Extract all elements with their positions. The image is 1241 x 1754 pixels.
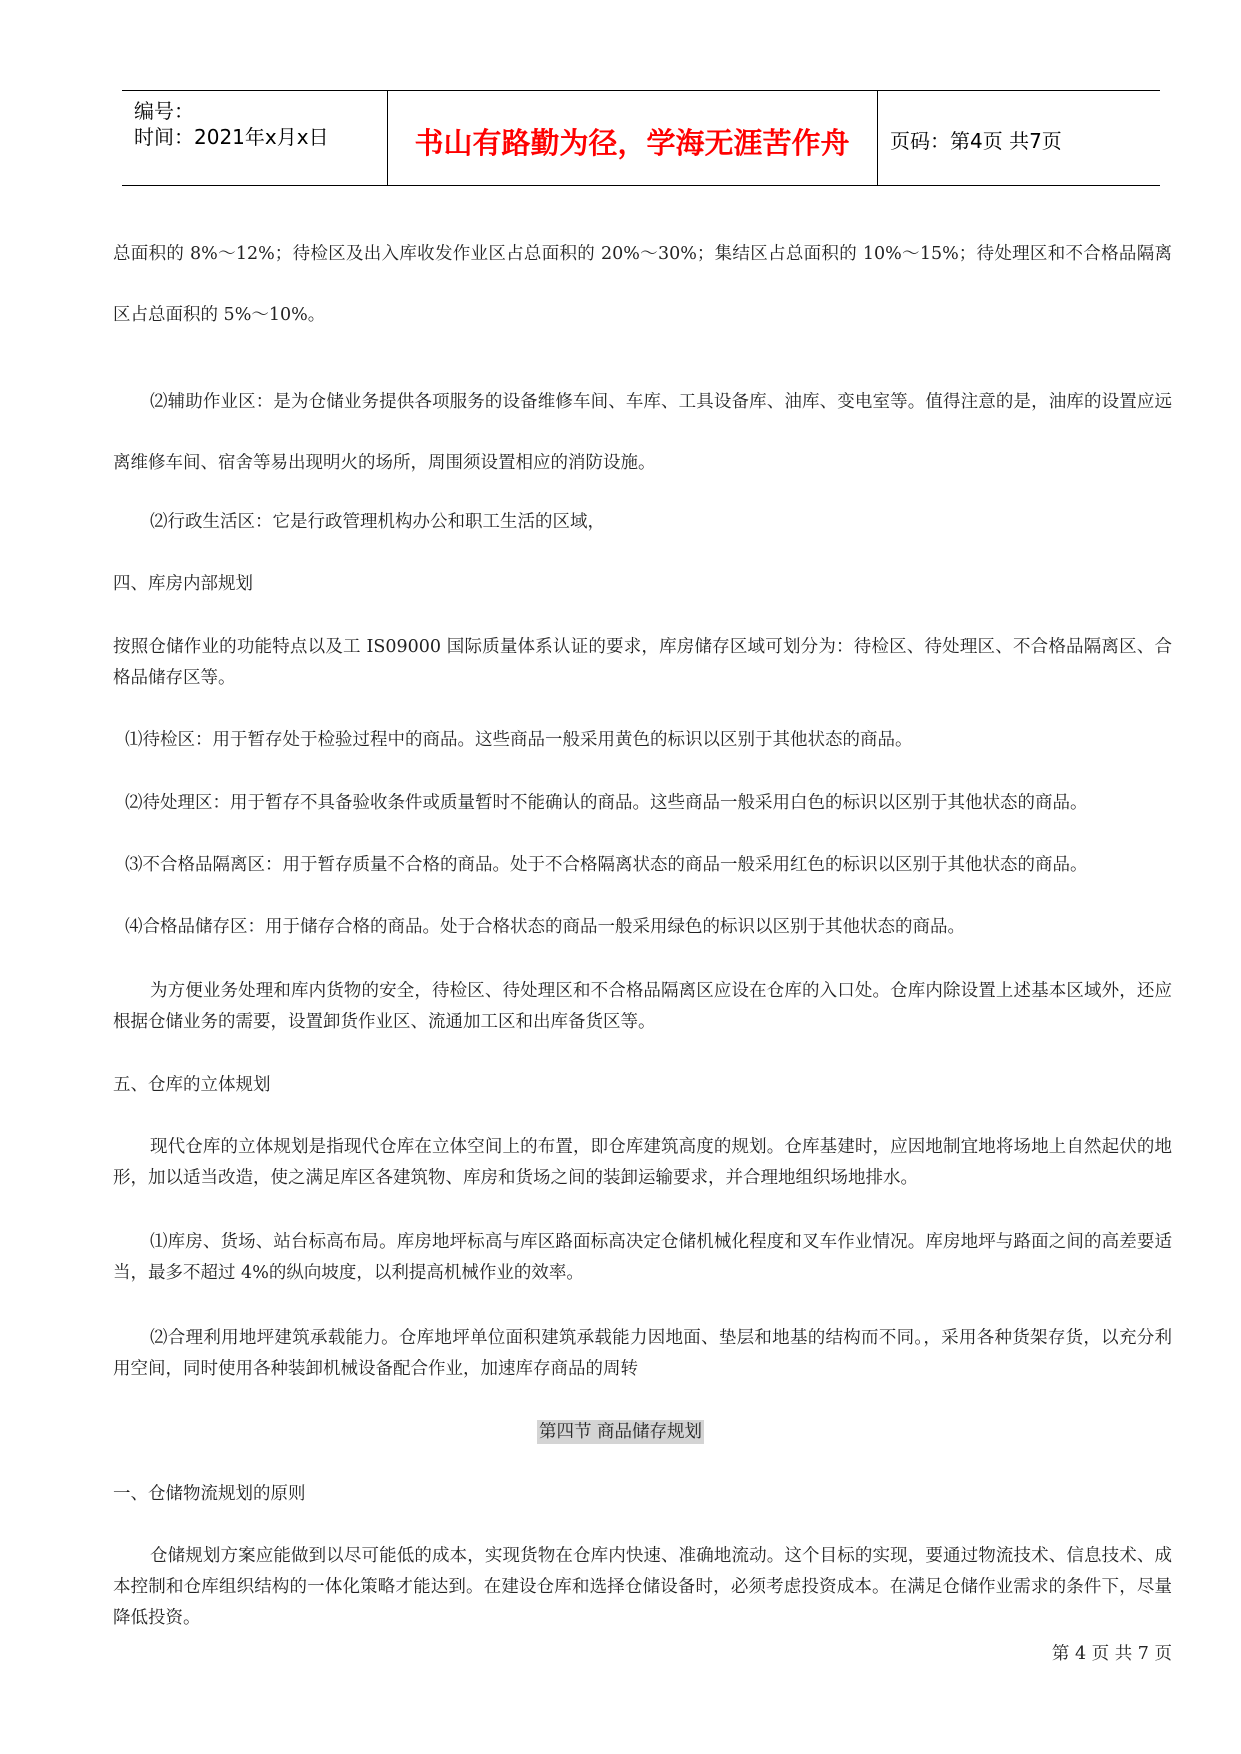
paragraph: ⑵行政生活区：它是行政管理机构办公和职工生活的区域， bbox=[150, 512, 605, 532]
header-divider bbox=[877, 91, 878, 185]
paragraph: 为方便业务处理和库内货物的安全，待检区、待处理区和不合格品隔离区应设在仓库的入口处。仓库内除设置上述基本区域外，还应根据仓储业务的需要，设置卸货作业区、流通加工区和出库备货区等。 bbox=[113, 981, 1172, 1032]
section-title-text: 第四节 商品储存规划 bbox=[538, 1422, 703, 1442]
number-label: 编号： bbox=[134, 99, 194, 123]
paragraph: 按照仓储作业的功能特点以及工 IS09000 国际质量体系认证的要求，库房储存区域可划分为：待检区、待处理区、不合格品隔离区、合格品储存区等。 bbox=[113, 637, 1172, 688]
paragraph: 仓储规划方案应能做到以尽可能低的成本，实现货物在仓库内快速、准确地流动。这个目标的实现，要通过物流技术、信息技术、成本控制和仓库组织结构的一体化策略才能达到。在建设仓库和选择仓储设备时，必须考虑投资成本。在满足仓储作业需求的条件下，尽量降低投资。 bbox=[113, 1546, 1172, 1628]
header-motto: 书山有路勤为径，学海无涯苦作舟 bbox=[414, 126, 850, 160]
paragraph: ⑵辅助作业区：是为仓储业务提供各项服务的设备维修车间、车库、工具设备库、油库、变电室等。值得注意的是，油库的设置应远离维修车间、宿舍等易出现明火的场所，周围须设置相应的消防设施。 bbox=[113, 392, 1172, 473]
list-item: ⑵待处理区：用于暂存不具备验收条件或质量暂时不能确认的商品。这些商品一般采用白色的标识以区别于其他状态的商品。 bbox=[125, 793, 1088, 813]
section-title bbox=[0, 1418, 1241, 1443]
section-heading: 四、库房内部规划 bbox=[113, 574, 253, 594]
paragraph: ⑵合理利用地坪建筑承载能力。仓库地坪单位面积建筑承载能力因地面、垫层和地基的结构而不同。，采用各种货架存货，以充分利用空间，同时使用各种装卸机械设备配合作业，加速库存商品的周转 bbox=[113, 1328, 1172, 1379]
section-heading: 五、仓库的立体规划 bbox=[113, 1075, 271, 1095]
time-label: 时间：2021年x月x日 bbox=[134, 125, 329, 149]
section-heading: 一、仓储物流规划的原则 bbox=[113, 1484, 306, 1504]
list-item: ⑶不合格品隔离区：用于暂存质量不合格的商品。处于不合格隔离状态的商品一般采用红色的标识以区别于其他状态的商品。 bbox=[125, 855, 1088, 875]
paragraph: 总面积的 8%～12%；待检区及出入库收发作业区占总面积的 20%～30%；集结区占总面积的 10%～15%；待处理区和不合格品隔离区占总面积的 5%～10%。 bbox=[113, 244, 1172, 325]
paragraph: 现代仓库的立体规划是指现代仓库在立体空间上的布置，即仓库建筑高度的规划。仓库基建时，应因地制宜地将场地上自然起伏的地形，加以适当改造，使之满足库区各建筑物、库房和货场之间的装卸运输要求，并合理地组织场地排水。 bbox=[113, 1137, 1172, 1188]
page-footer: 第 4 页 共 7 页 bbox=[1051, 1644, 1172, 1664]
list-item: ⑷合格品储存区：用于储存合格的商品。处于合格状态的商品一般采用绿色的标识以区别于其他状态的商品。 bbox=[125, 917, 965, 937]
list-item: ⑴待检区：用于暂存处于检验过程中的商品。这些商品一般采用黄色的标识以区别于其他状态的商品。 bbox=[125, 730, 913, 750]
paragraph: ⑴库房、货场、站台标高布局。库房地坪标高与库区路面标高决定仓储机械化程度和叉车作业情况。库房地坪与路面之间的高差要适当，最多不超过 4%的纵向坡度，以利提高机械作业的效率。 bbox=[113, 1232, 1172, 1283]
page-label: 页码：第4页 共7页 bbox=[890, 129, 1062, 153]
document-header bbox=[122, 90, 1160, 186]
